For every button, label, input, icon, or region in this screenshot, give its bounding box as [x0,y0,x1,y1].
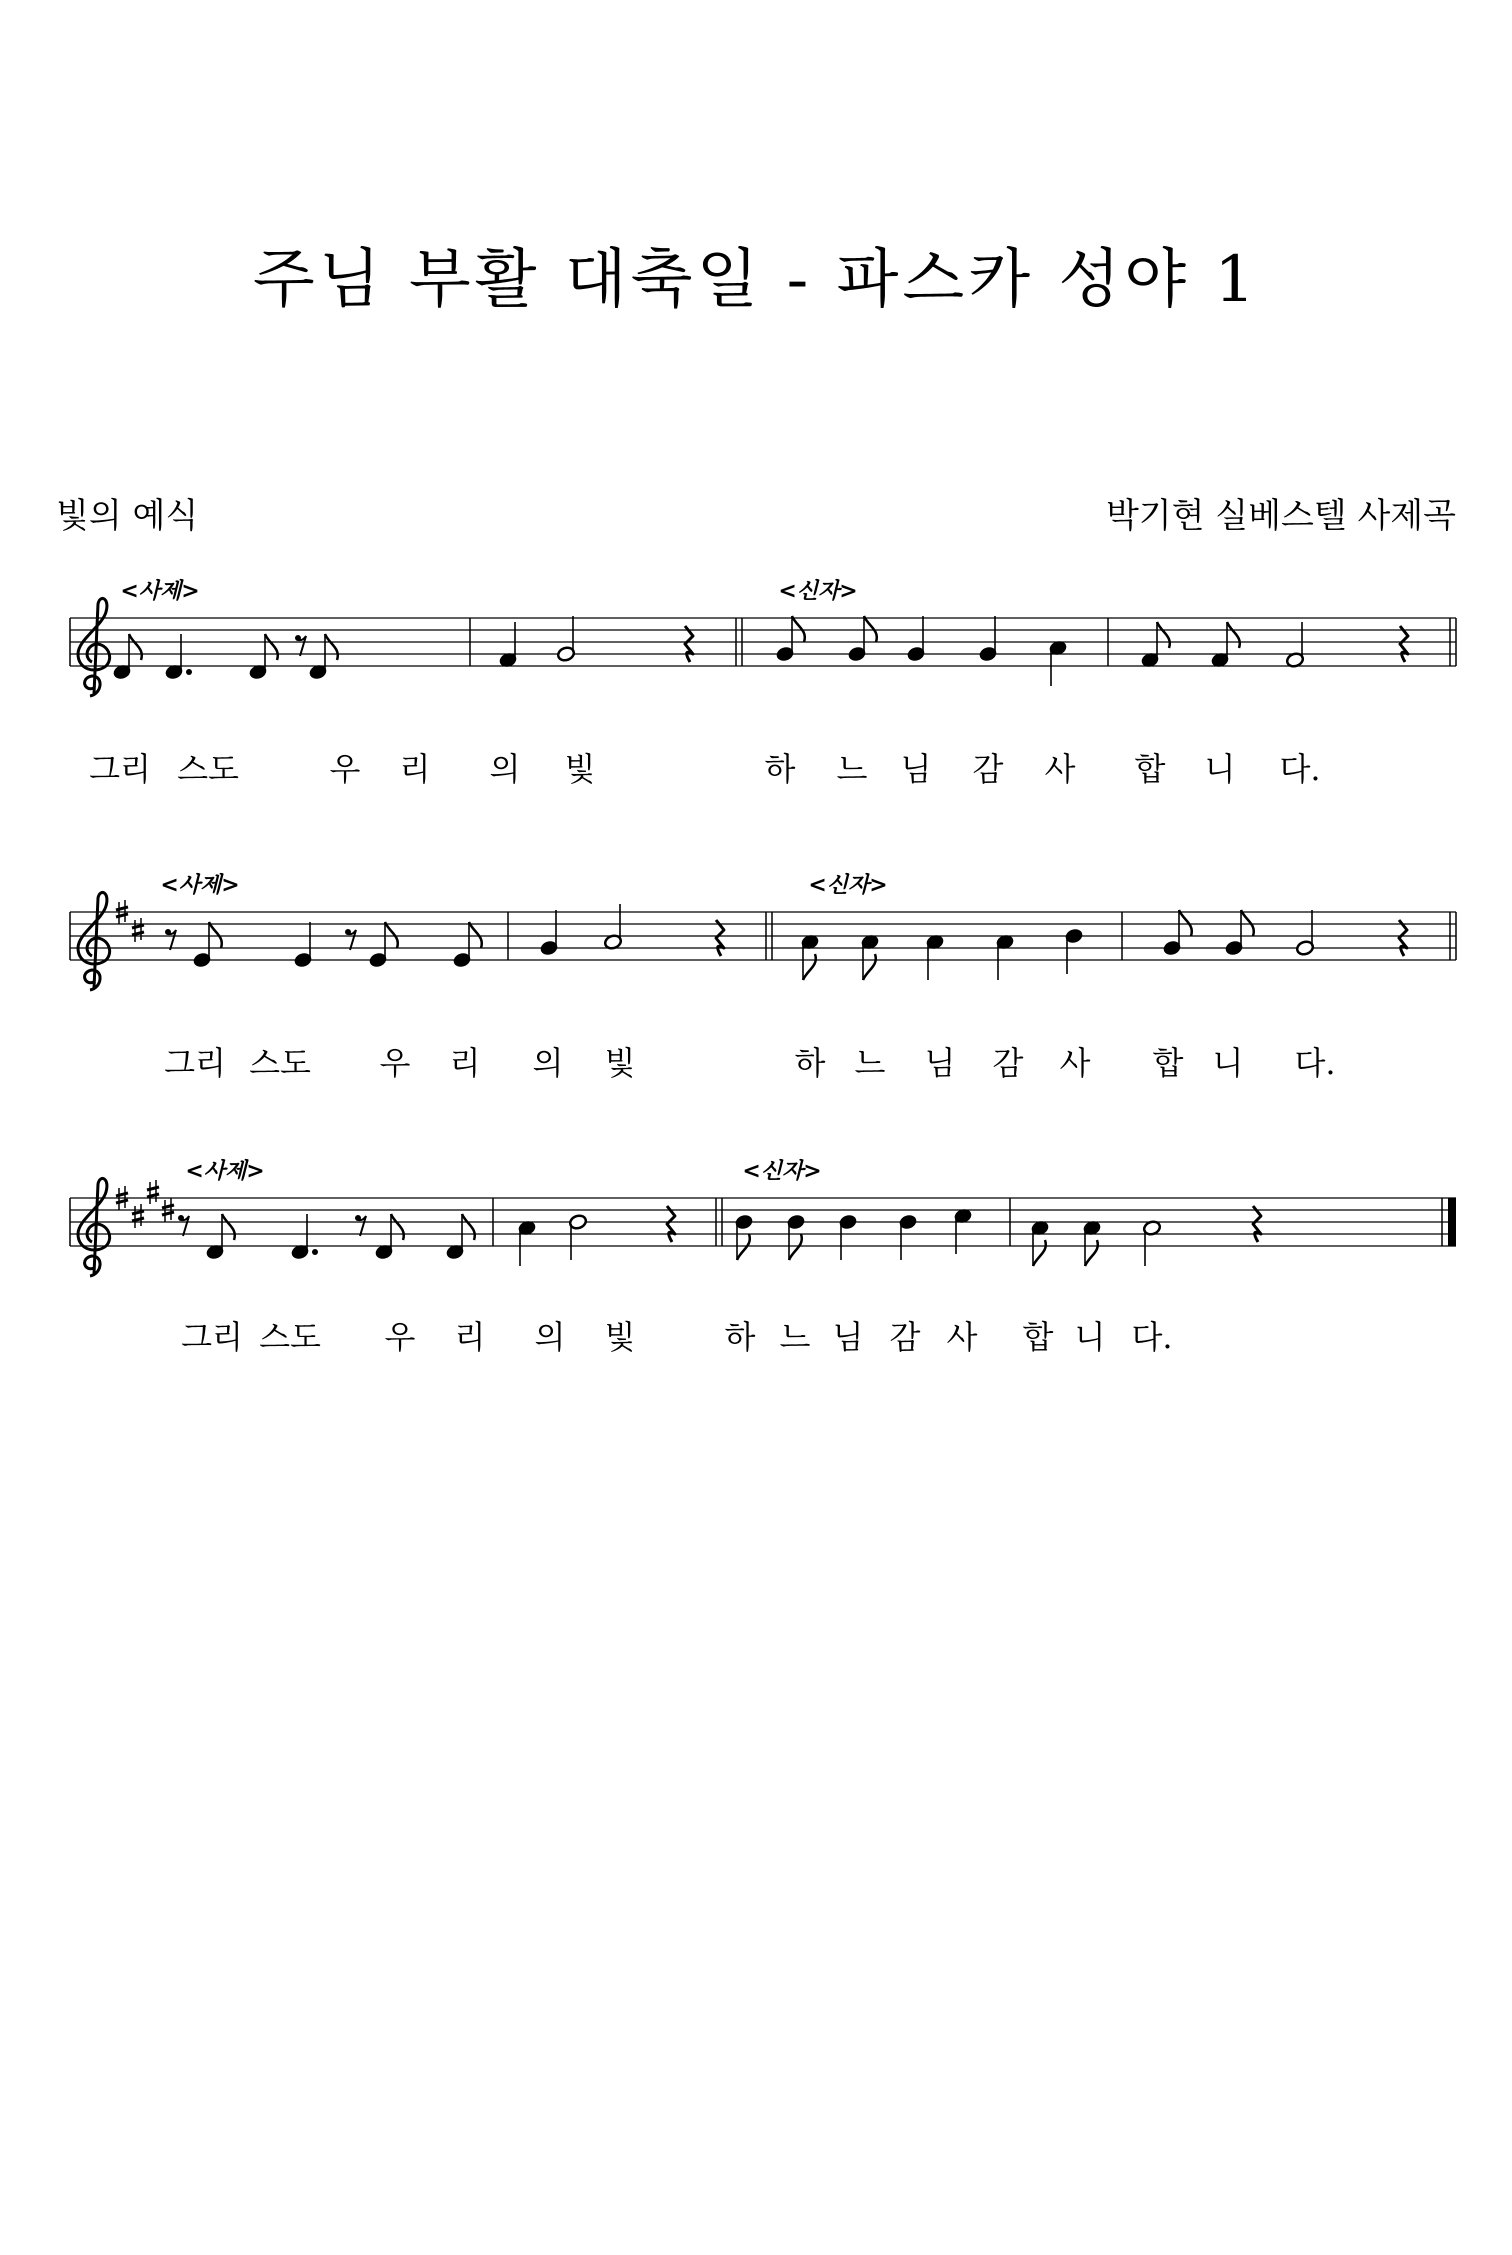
lyric-syllable: 사 [946,1318,978,1356]
note [603,904,622,950]
eighth-rest-icon [178,1215,189,1236]
lyric-syllable: 스도 [249,1044,311,1082]
lyric-syllable: 의 [534,1318,566,1356]
note [847,616,876,662]
quarter-rest-icon [716,920,724,956]
note-flag [1033,1240,1046,1266]
note [1142,1220,1161,1266]
sharp-stroke [147,1187,159,1190]
lyric-syllable: 리 [454,1318,486,1356]
sharp-stroke [116,1200,128,1203]
note-flag [1179,910,1192,936]
lyric-syllable: 감 [889,1318,921,1356]
sharp-icon [147,1180,159,1204]
note [1162,910,1191,956]
sharp-stroke [132,1218,144,1221]
lyric-syllable: 그리 [164,1044,226,1082]
note [517,1220,536,1266]
note [860,934,879,980]
note [290,1214,318,1260]
treble-clef-icon [78,892,110,990]
priest-role-label: <사제> [185,1159,265,1184]
note [1285,622,1304,668]
eighth-rest-icon [355,1215,366,1236]
composer-credit: 박기현 실베스텔 사제곡 [1105,496,1456,536]
note [898,1214,917,1260]
lyric-syllable: 감 [972,750,1004,788]
note-flag [1227,622,1240,648]
lyric-syllable: 그리 [181,1318,243,1356]
note [775,616,804,662]
eighth-rest-icon [165,929,176,950]
note-flag [469,922,482,948]
lyric-syllable: 스도 [259,1318,321,1356]
lyric-syllable: 우 [329,750,361,788]
lyric-syllable: 님 [924,1044,956,1082]
priest-role-label: <사제> [160,873,240,898]
note [1224,910,1253,956]
sharp-stroke [116,1193,128,1196]
lyric-syllable: 다. [1131,1318,1173,1356]
note-flag [325,634,338,660]
note-flag [792,616,805,642]
note [192,922,221,968]
sharp-stroke [116,914,128,917]
note [1082,1220,1101,1266]
note [248,634,277,680]
sharp-stroke [132,932,144,935]
lyric-syllable: 사 [1059,1044,1091,1082]
lyric-syllable: 하 [764,750,796,788]
quarter-rest-icon [1400,626,1408,662]
note-flag [803,954,816,980]
lyric-syllable: 리 [399,750,431,788]
sharp-icon [132,1204,144,1228]
lyric-syllable: 합 [1022,1318,1054,1356]
note [1295,910,1314,956]
note-flag [385,922,398,948]
note [978,616,997,662]
note [568,1214,587,1260]
lyric-syllable: 니 [1212,1044,1244,1082]
note [556,616,575,662]
note [368,922,397,968]
note [906,616,925,662]
note [293,922,312,968]
page-title: 주님 부활 대축일 - 파스카 성야 1 [252,243,1260,317]
people-role-label: <신자> [742,1159,822,1184]
augmentation-dot [186,669,192,675]
people-role-label: <신자> [808,873,888,898]
staff-system [70,1158,1456,1356]
note-flag [1157,622,1170,648]
quarter-rest-icon [667,1206,675,1242]
lyric-syllable: 리 [449,1044,481,1082]
staff-system [70,872,1456,1082]
lyric-syllable: 니 [1074,1318,1106,1356]
note-flag [789,1234,802,1260]
note [112,634,141,680]
note [1030,1220,1049,1266]
note [786,1214,805,1260]
quarter-rest-icon [1399,920,1407,956]
note-flag [222,1214,235,1240]
quarter-rest-icon [685,626,693,662]
lyric-syllable: 우 [379,1044,411,1082]
lyric-syllable: 의 [489,750,521,788]
lyric-syllable: 합 [1152,1044,1184,1082]
sharp-icon [132,918,144,942]
note [925,934,944,980]
lyric-syllable: 니 [1204,750,1236,788]
staff-system [70,578,1456,788]
sharp-stroke [162,1212,174,1215]
note [838,1214,857,1260]
final-barline [1448,1198,1456,1246]
lyric-syllable: 우 [384,1318,416,1356]
lyric-syllable: 합 [1134,750,1166,788]
lyric-syllable: 의 [532,1044,564,1082]
sharp-stroke [132,1211,144,1214]
note [995,934,1014,980]
lyric-syllable: 빛 [604,1044,636,1082]
note [1140,622,1169,668]
lyric-syllable: 님 [900,750,932,788]
note-flag [864,616,877,642]
sharp-stroke [116,907,128,910]
subtitle: 빛의 예식 [56,496,199,536]
quarter-rest-icon [1253,1206,1261,1242]
sharp-stroke [147,1194,159,1197]
note-flag [863,954,876,980]
lyric-syllable: 감 [992,1044,1024,1082]
eighth-rest-icon [295,635,306,656]
note [539,910,558,956]
note-flag [265,634,278,660]
lyric-syllable: 느 [854,1044,886,1082]
note [953,1208,972,1254]
priest-role-label: <사제> [120,579,200,604]
lyric-syllable: 스도 [177,750,239,788]
lyric-syllable: 님 [832,1318,864,1356]
note [800,934,819,980]
lyric-syllable: 빛 [564,750,596,788]
sharp-stroke [132,925,144,928]
lyric-syllable: 사 [1044,750,1076,788]
note-flag [129,634,142,660]
note [164,634,192,680]
sharp-stroke [162,1205,174,1208]
note [308,634,337,680]
note-flag [209,922,222,948]
lyric-syllable: 다. [1294,1044,1336,1082]
note-flag [737,1234,750,1260]
note [205,1214,234,1260]
lyric-syllable: 그리 [89,750,151,788]
note-flag [1241,910,1254,936]
people-role-label: <신자> [778,579,858,604]
note [445,1214,474,1260]
lyric-syllable: 하 [794,1044,826,1082]
note-flag [462,1214,475,1240]
lyric-syllable: 느 [836,750,868,788]
treble-clef-icon [78,1178,110,1276]
eighth-rest-icon [345,929,356,950]
note [1210,622,1239,668]
note [452,922,481,968]
lyric-syllable: 빛 [604,1318,636,1356]
note-flag [391,1214,404,1240]
treble-clef-icon [78,598,110,696]
lyric-syllable: 하 [724,1318,756,1356]
note-flag [1085,1240,1098,1266]
augmentation-dot [312,1249,318,1255]
lyric-syllable: 다. [1279,750,1321,788]
note [1064,928,1083,974]
lyric-syllable: 느 [779,1318,811,1356]
note [498,622,517,668]
note [374,1214,403,1260]
note [734,1214,753,1260]
note [1048,640,1067,686]
